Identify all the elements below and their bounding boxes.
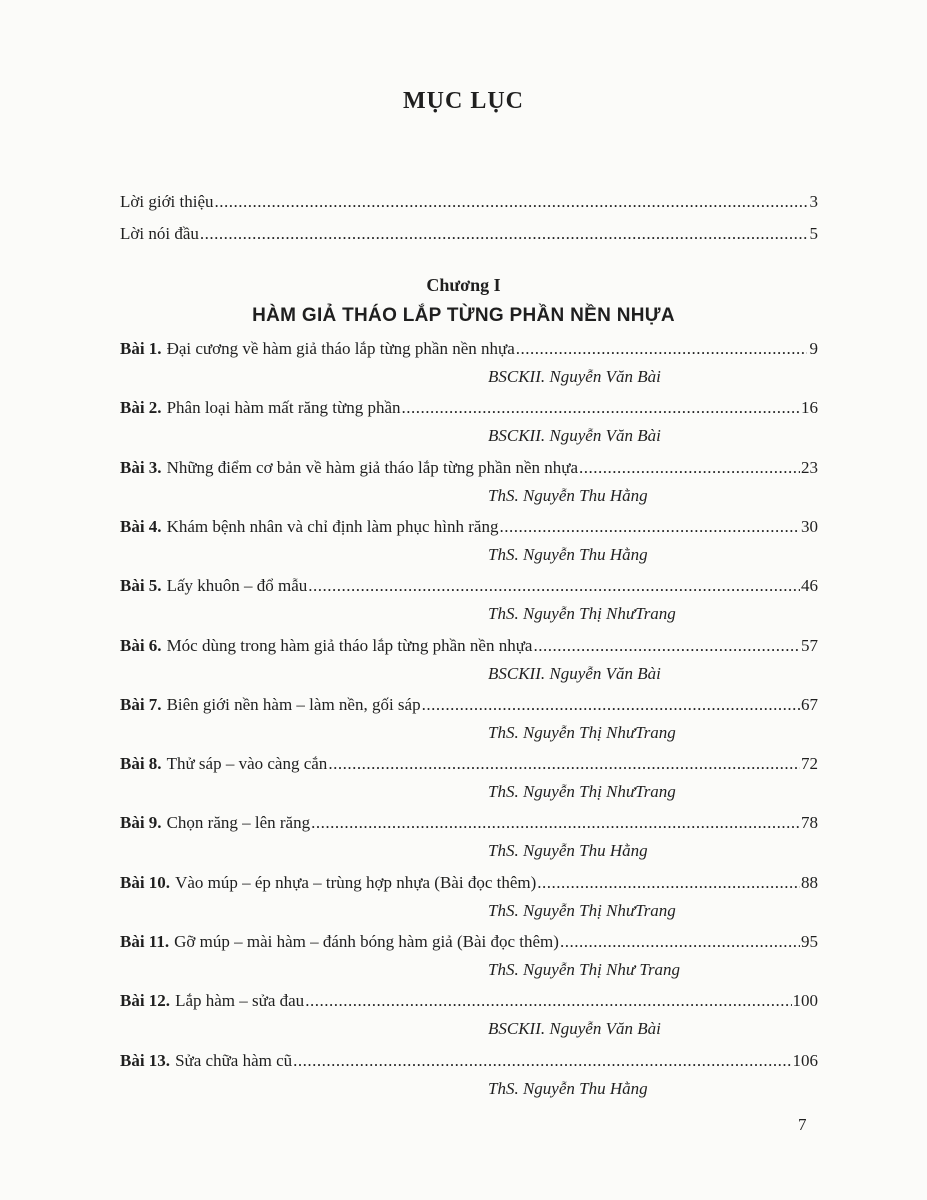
lesson-page: 46	[801, 576, 818, 595]
toc-lesson-row	[120, 693, 818, 717]
lesson-author: ThS. Nguyễn Thị NhưTrang	[488, 782, 676, 801]
lesson-number: Bài 13.	[120, 1051, 171, 1070]
lesson-author: BSCKII. Nguyễn Văn Bài	[488, 426, 661, 445]
lesson-number: Bài 5.	[120, 576, 162, 595]
lesson-title: Lắp hàm – sửa đau	[175, 991, 305, 1010]
toc-lesson-row	[120, 1049, 818, 1073]
chapter-label: Chương I	[426, 275, 501, 295]
lesson-page: 88	[801, 873, 818, 892]
lesson-title: Lấy khuôn – đổ mẫu	[166, 576, 308, 595]
dot-leader	[579, 456, 800, 480]
lesson-author: ThS. Nguyễn Thị NhưTrang	[488, 604, 676, 623]
lesson-number: Bài 1.	[120, 339, 162, 358]
page-number: 7	[798, 1115, 807, 1134]
dot-leader	[422, 693, 800, 717]
toc-entry-label: Lời nói đầu	[120, 224, 199, 243]
lesson-author: ThS. Nguyễn Thị NhưTrang	[488, 723, 676, 742]
lesson-title: Móc dùng trong hàm giả tháo lắp từng phần nền nhựa	[166, 636, 533, 655]
lesson-author: BSCKII. Nguyễn Văn Bài	[488, 1019, 661, 1038]
lesson-number: Bài 12.	[120, 991, 171, 1010]
toc-lesson-row	[120, 989, 818, 1013]
lesson-page: 57	[801, 636, 818, 655]
dot-leader	[305, 989, 791, 1013]
dot-leader	[537, 871, 800, 895]
lesson-number: Bài 6.	[120, 636, 162, 655]
toc-lesson-row	[120, 871, 818, 895]
dot-leader	[200, 222, 807, 246]
lesson-page: 72	[801, 754, 818, 773]
lesson-title: Thử sáp – vào càng cắn	[166, 754, 328, 773]
lesson-author: BSCKII. Nguyễn Văn Bài	[488, 664, 661, 683]
dot-leader	[533, 634, 800, 658]
toc-lesson-row	[120, 752, 818, 776]
lesson-title: Khám bệnh nhân và chỉ định làm phục hình răng	[166, 517, 499, 536]
dot-leader	[499, 515, 800, 539]
lesson-page: 16	[801, 398, 818, 417]
lesson-title: Đại cương về hàm giả tháo lắp từng phần nền nhựa	[166, 339, 515, 358]
lesson-title: Sửa chữa hàm cũ	[175, 1051, 293, 1070]
lesson-author: ThS. Nguyễn Thu Hằng	[488, 486, 648, 505]
toc-lesson-row	[120, 634, 818, 658]
lesson-page: 78	[801, 813, 818, 832]
lesson-author: ThS. Nguyễn Thu Hằng	[488, 841, 648, 860]
dot-leader	[311, 811, 800, 835]
lesson-number: Bài 4.	[120, 517, 162, 536]
lesson-title: Chọn răng – lên răng	[166, 813, 311, 832]
lesson-page: 67	[801, 695, 818, 714]
lesson-number: Bài 10.	[120, 873, 171, 892]
toc-entry-page: 3	[809, 192, 818, 211]
page-title: MỤC LỤC	[403, 88, 524, 114]
lesson-title: Phân loại hàm mất răng từng phần	[166, 398, 401, 417]
toc-lesson-row	[120, 396, 818, 420]
lesson-page: 23	[801, 458, 818, 477]
dot-leader	[215, 190, 807, 214]
lesson-page: 9	[809, 339, 818, 358]
toc-entry-label: Lời giới thiệu	[120, 192, 214, 211]
dot-leader	[560, 930, 800, 954]
lesson-author: ThS. Nguyễn Thị Như Trang	[488, 960, 681, 979]
lesson-page: 95	[801, 932, 818, 951]
dot-leader	[293, 1049, 791, 1073]
dot-leader	[328, 752, 800, 776]
dot-leader	[516, 337, 807, 361]
toc-lesson-row	[120, 811, 818, 835]
lesson-number: Bài 11.	[120, 932, 170, 951]
toc-entry-page: 5	[809, 224, 818, 243]
lesson-title: Gỡ múp – mài hàm – đánh bóng hàm giả (Bài đọc thêm)	[174, 932, 559, 951]
lesson-page: 30	[801, 517, 818, 536]
lesson-title: Biên giới nền hàm – làm nền, gối sáp	[166, 695, 421, 714]
toc-lesson-row	[120, 930, 818, 954]
lesson-page: 100	[792, 991, 818, 1010]
toc-entry-foreword	[120, 222, 818, 246]
dot-leader	[402, 396, 800, 420]
lesson-author: BSCKII. Nguyễn Văn Bài	[488, 367, 661, 386]
toc-lesson-row	[120, 456, 818, 480]
lesson-author: ThS. Nguyễn Thu Hằng	[488, 545, 648, 564]
lesson-number: Bài 2.	[120, 398, 162, 417]
toc-entry-intro	[120, 190, 818, 214]
lesson-number: Bài 3.	[120, 458, 162, 477]
lesson-author: ThS. Nguyễn Thu Hằng	[488, 1079, 648, 1098]
lesson-number: Bài 7.	[120, 695, 162, 714]
chapter-title: HÀM GIẢ THÁO LẮP TỪNG PHẦN NỀN NHỰA	[252, 305, 675, 326]
lesson-number: Bài 8.	[120, 754, 162, 773]
toc-lesson-row	[120, 337, 818, 361]
lesson-page: 106	[792, 1051, 818, 1070]
dot-leader	[308, 574, 800, 598]
lesson-author: ThS. Nguyễn Thị NhưTrang	[488, 901, 676, 920]
lesson-title: Vào múp – ép nhựa – trùng hợp nhựa (Bài đọc thêm)	[175, 873, 537, 892]
lesson-title: Những điểm cơ bản về hàm giả tháo lắp từng phần nền nhựa	[166, 458, 579, 477]
toc-lesson-row	[120, 574, 818, 598]
toc-lesson-row	[120, 515, 818, 539]
lesson-number: Bài 9.	[120, 813, 162, 832]
